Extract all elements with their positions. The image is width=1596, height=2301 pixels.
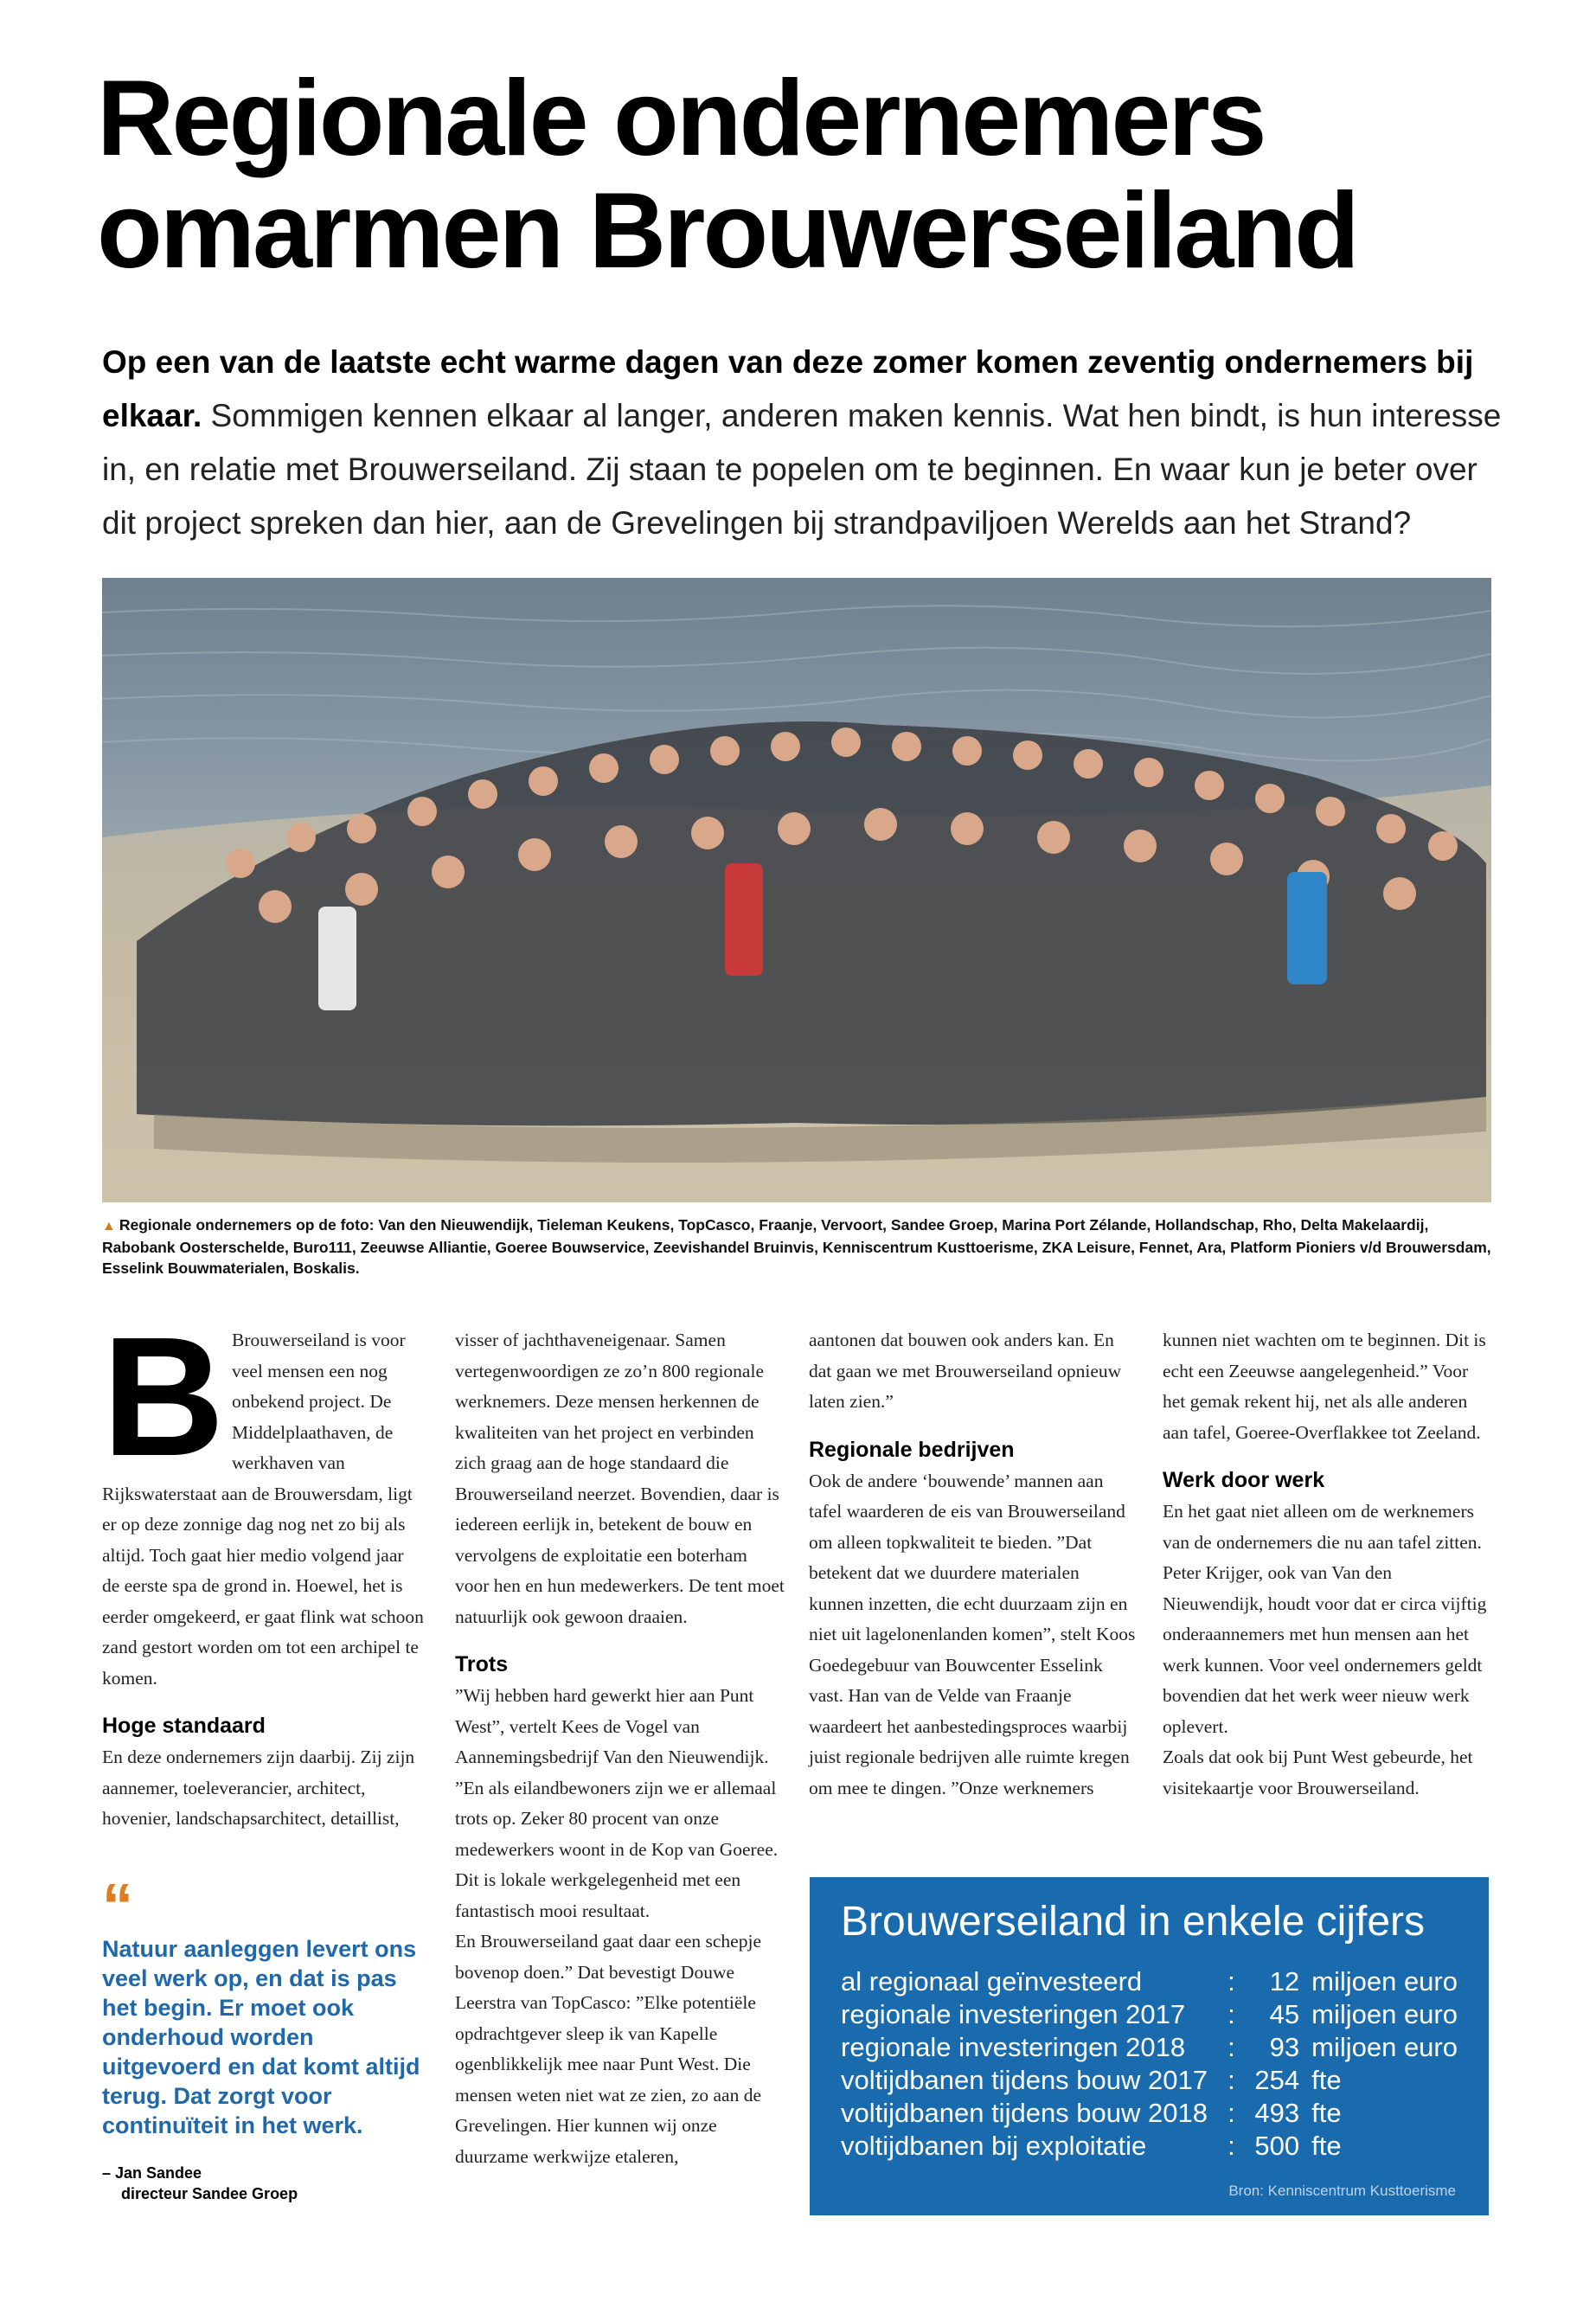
figures-value: 254: [1254, 2065, 1300, 2095]
figures-sep: :: [1227, 2065, 1235, 2095]
figures-label: voltijdbanen tijdens bouw 2018: [841, 2098, 1208, 2128]
article-paragraph: Ook de andere ‘bouwende’ mannen aan tafel waarderen de eis van Brouwerseiland om alleen topkwaliteit te bieden. ”Dat betekent dat we duurdere materialen kunnen inzetten, die echt duurzaam zijn en niet uit lagelonenlanden komen”, stelt Koos Goedegebuur van Bouwcenter Esselink vast. Han van de Velde van Fraanje waardeert het aanbestedingsproces waarbij juist regionale bedrijven alle ruimte kregen om mee te dingen. ”Onze werknemers: [809, 1470, 1136, 1798]
headline-line-2: omarmen Brouwerseiland: [97, 171, 1357, 291]
article-paragraph: aantonen dat bouwen ook anders kan. En dat gaan we met Brouwerseiland opnieuw laten zien.”: [809, 1330, 1122, 1412]
article-column-2: [455, 1325, 785, 2172]
figures-row: [841, 1998, 1458, 2031]
figures-label: voltijdbanen bij exploitatie: [841, 2131, 1147, 2161]
figures-unit: fte: [1311, 2131, 1342, 2161]
quote-author: – Jan Sandee: [102, 2164, 202, 2182]
figures-sep: :: [1227, 1966, 1235, 1997]
quote-text: Natuur aanleggen levert ons veel werk op, en dat is pas het begin. Er moet ook onderhoud worden uitgevoerd en dat komt altijd terug. Dat zorgt voor continuïteit in het werk.: [102, 1936, 420, 2138]
headline: [97, 59, 1516, 291]
drop-cap: B: [102, 1302, 225, 1491]
subheading-werk-door-werk: Werk door werk: [1163, 1468, 1325, 1492]
intro-paragraph: [102, 336, 1512, 550]
article-paragraph: Brouwerseiland is voor veel mensen een nog onbekend project. De Middelplaathaven, de werkhaven van Rijkswaterstaat aan de Brouwersdam, ligt er op deze zonnige dag nog net zo bij als altijd. Toch gaat hier medio volgend jaar de eerste spa de grond in. Hoewel, het is eerder omgekeerd, er gaat flink wat schoon zand gestort worden om tot een archipel te komen.: [102, 1330, 424, 1689]
intro-lead: Op een van de laatste echt warme dagen van deze zomer komen zeventig ondernemers bij elkaar.: [102, 344, 1474, 433]
figures-source: Bron: Kenniscentrum Kusttoerisme: [1228, 2182, 1456, 2199]
intro-body: Sommigen kennen elkaar al langer, anderen maken kennis. Wat hen bindt, is hun interesse in, en relatie met Brouwerseiland. Zij staan te popelen om te beginnen. En waar kun je beter over dit project spreken dan hier, aan de Grevelingen bij strandpaviljoen Werelds aan het Strand?: [102, 398, 1502, 541]
figures-unit: miljoen euro: [1311, 1999, 1458, 2029]
figures-value: 500: [1254, 2131, 1300, 2161]
figures-label: regionale investeringen 2018: [841, 2032, 1186, 2062]
figures-label: voltijdbanen tijdens bouw 2017: [841, 2065, 1208, 2095]
figures-unit: miljoen euro: [1311, 2032, 1458, 2062]
figures-label: regionale investeringen 2017: [841, 1999, 1186, 2029]
photo-caption: [102, 1215, 1503, 1279]
figures-value: 493: [1254, 2098, 1300, 2128]
group-photo: [102, 578, 1491, 1202]
figures-row: [841, 1965, 1458, 1998]
quote-mark-icon: “: [102, 1872, 133, 1941]
caption-text: Regionale ondernemers op de foto: Van den Nieuwendijk, Tieleman Keukens, TopCasco, Fraanje, Vervoort, Sandee Groep, Marina Port Zélande, Hollandschap, Rho, Delta Makelaardij, Rabobank Oosterschelde, Buro111, Zeeuwse Alliantie, Goeree Bouwservice, Zeevishandel Bruinvis, Kenniscentrum Kusttoerisme, ZKA Leisure, Fennet, Ara, Platform Pioniers v/d Brouwersdam, Esselink Bouwmaterialen, Boskalis.: [102, 1216, 1491, 1277]
figures-unit: miljoen euro: [1311, 1966, 1458, 1997]
article-paragraph: En Brouwerseiland gaat daar een schepje bovenop doen.” Dat bevestigt Douwe Leerstra van TopCasco: ”Elke potentiële opdrachtgever sleep ik van Kapelle ogenblikkelijk mee naar Punt West. Die mensen weten niet wat ze zien, zo aan de Grevelingen. Hier kunnen wij onze duurzame werkwijze etaleren,: [455, 1931, 761, 2167]
figures-sep: :: [1227, 2032, 1235, 2062]
figures-unit: fte: [1311, 2065, 1342, 2095]
figures-sep: :: [1227, 1999, 1235, 2029]
figures-value: 12: [1269, 1966, 1300, 1997]
article-paragraph: ”Wij hebben hard gewerkt hier aan Punt West”, vertelt Kees de Vogel van Aannemingsbedrijf Van den Nieuwendijk. ”En als eilandbewoners zijn we er allemaal trots op. Zeker 80 procent van onze medewerkers woont in de Kop van Goeree. Dit is lokale werkgelegenheid met een fantastisch mooi resultaat.: [455, 1685, 779, 1921]
article-paragraph: En het gaat niet alleen om de werknemers van de ondernemers die nu aan tafel zitten. Peter Krijger, ook van Van den Nieuwendijk, houdt voor dat er circa vijftig onderaannemers met hun mensen aan het werk kunnen. Voor veel ondernemers geldt bovendien dat het werk weer nieuw werk oplevert.: [1163, 1501, 1487, 1737]
figures-title: Brouwerseiland in enkele cijfers: [841, 1899, 1425, 1945]
article-paragraph-continued: visser of jachthaveneigenaar. Samen vertegenwoordigen ze zo’n 800 regionale werknemers. Deze mensen herkennen de kwaliteiten van het project en verbinden zich graag aan de hoge standaard die Brouwerseiland neerzet. Bovendien, daar is iedereen eerlijk in, betekent de bouw en vervolgens de exploitatie een boterham voor hen en hun medewerkers. De tent moet natuurlijk ook gewoon draaien.: [455, 1330, 785, 1627]
subheading-hoge-standaard: Hoge standaard: [102, 1714, 266, 1738]
figures-value: 45: [1269, 1999, 1300, 2029]
headline-line-1: Regionale ondernemers: [97, 59, 1265, 178]
quote-role: directeur Sandee Groep: [121, 2185, 298, 2202]
article-column-1: [102, 1302, 424, 1834]
figures-sep: :: [1227, 2131, 1235, 2161]
figures-row: [841, 2097, 1458, 2130]
figures-row: [841, 2130, 1458, 2163]
group-photo-illustration: [102, 578, 1491, 1202]
subheading-trots: Trots: [455, 1652, 509, 1676]
article-paragraph: Zoals dat ook bij Punt West gebeurde, het visitekaartje voor Brouwerseiland.: [1163, 1747, 1473, 1798]
quote-attribution: [102, 2163, 424, 2204]
figures-row: [841, 2031, 1458, 2064]
figures-table: [841, 1965, 1458, 2163]
figures-row: [841, 2064, 1458, 2097]
figures-sep: :: [1227, 2098, 1235, 2128]
subheading-regionale-bedrijven: Regionale bedrijven: [809, 1437, 1015, 1462]
pull-quote: [102, 1872, 424, 2204]
article-column-3: [809, 1325, 1136, 1804]
figures-value: 93: [1269, 2032, 1300, 2062]
article-paragraph: kunnen niet wachten om te beginnen. Dit is echt een Zeeuwse aangelegenheid.” Voor het gemak rekent hij, net als alle anderen aan tafel, Goeree-Overflakkee tot Zeeland.: [1163, 1330, 1486, 1443]
figures-unit: fte: [1311, 2098, 1342, 2128]
figures-box: [810, 1877, 1489, 2215]
caption-triangle-icon: ▲: [102, 1219, 116, 1234]
figures-label: al regionaal geïnvesteerd: [841, 1966, 1143, 1997]
article-paragraph: En deze ondernemers zijn daarbij. Zij zijn aannemer, toeleverancier, architect, hovenier, landschapsarchitect, detaillist,: [102, 1747, 415, 1829]
article-column-4: [1163, 1325, 1490, 1804]
